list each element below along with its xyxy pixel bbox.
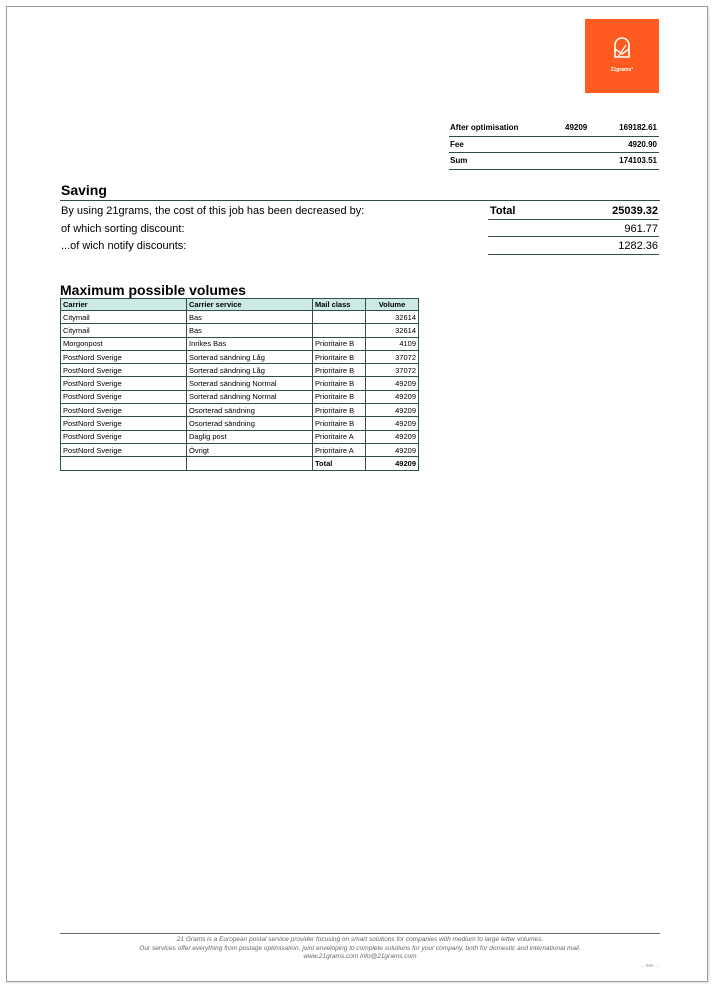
- cell-volume: 32614: [366, 324, 419, 337]
- cell-mail-class: Prioritaire A: [313, 443, 366, 456]
- cell-service: Osorterad sändning: [187, 404, 313, 417]
- notify-discount-label: ...of wich notify discounts:: [61, 240, 187, 252]
- cell-service: Bas: [187, 324, 313, 337]
- cell-service: Sorterad sändning Låg: [187, 364, 313, 377]
- cell-mail-class: [313, 311, 366, 324]
- table-header-row: [61, 299, 419, 311]
- column-header-mail-class: Mail class: [313, 299, 366, 311]
- cell-volume: 49209: [366, 417, 419, 430]
- summary-count: 49209: [565, 123, 588, 132]
- cell-service: Daglig post: [187, 430, 313, 443]
- cell-volume: 49209: [366, 404, 419, 417]
- cell-service: Bas: [187, 311, 313, 324]
- cell-service: Inrikes Bas: [187, 337, 313, 350]
- cell-carrier: Citymail: [61, 311, 187, 324]
- cell-carrier: PostNord Sverige: [61, 364, 187, 377]
- footer-line-1: 21 Grams is a European postal service provider focusing on smart solutions for companies with medium to large letter volumes.: [176, 936, 544, 943]
- cell-service: Osorterad sändning: [187, 417, 313, 430]
- column-header-carrier-service: Carrier service: [187, 299, 313, 311]
- saving-total-value: 25039.32: [612, 205, 658, 217]
- summary-row-fee: [449, 137, 659, 154]
- cell-carrier: PostNord Sverige: [61, 404, 187, 417]
- cell-mail-class: Prioritaire A: [313, 430, 366, 443]
- cell-carrier: Morgonpost: [61, 337, 187, 350]
- table-row: [61, 350, 419, 363]
- cell-volume: 49209: [366, 430, 419, 443]
- volumes-table: [60, 298, 419, 471]
- column-header-volume: Volume: [366, 299, 419, 311]
- divider: [488, 236, 659, 237]
- summary-row-sum: [449, 153, 659, 170]
- cell-empty: [61, 457, 187, 471]
- document-page: [6, 6, 708, 982]
- sorting-discount-label: of which sorting discount:: [61, 223, 185, 235]
- cell-service: Sorterad sändning Normal: [187, 377, 313, 390]
- cell-volume: 49209: [366, 443, 419, 456]
- cell-volume: 49209: [366, 390, 419, 403]
- cell-mail-class: [313, 324, 366, 337]
- envelope-logo-icon: [612, 36, 632, 60]
- cell-mail-class: Prioritaire B: [313, 390, 366, 403]
- footer-line-2: Our services offer everything from postage optimisation, joint enveloping to complete solutions for your company, both for domestic and international mail.: [139, 944, 581, 952]
- total-label: Total: [313, 457, 366, 471]
- cell-volume: 49209: [366, 377, 419, 390]
- divider: [488, 254, 659, 255]
- table-row: [61, 324, 419, 337]
- table-row: [61, 311, 419, 324]
- total-value: 49209: [366, 457, 419, 471]
- summary-row-after-optimisation: [449, 120, 659, 137]
- divider: [488, 219, 659, 220]
- cell-mail-class: Prioritaire B: [313, 364, 366, 377]
- cell-service: Sorterad sändning Normal: [187, 390, 313, 403]
- table-row: [61, 377, 419, 390]
- cell-service: Övrigt: [187, 443, 313, 456]
- column-header-carrier: Carrier: [61, 299, 187, 311]
- summary-value: 4920.90: [628, 139, 657, 149]
- cell-mail-class: Prioritaire B: [313, 350, 366, 363]
- cost-summary-table: [449, 120, 659, 170]
- cell-mail-class: Prioritaire B: [313, 377, 366, 390]
- cell-service: Sorterad sändning Låg: [187, 350, 313, 363]
- page-number: ... 888 ...: [641, 963, 659, 968]
- cell-carrier: PostNord Sverige: [61, 350, 187, 363]
- notify-discount-value: 1282.36: [618, 240, 658, 252]
- cell-carrier: PostNord Sverige: [61, 417, 187, 430]
- brand-logo: [585, 19, 659, 93]
- cell-mail-class: Prioritaire B: [313, 417, 366, 430]
- cell-volume: 37072: [366, 364, 419, 377]
- cell-volume: 4109: [366, 337, 419, 350]
- table-row: [61, 430, 419, 443]
- summary-label: Sum: [450, 156, 468, 165]
- cell-mail-class: Prioritaire B: [313, 404, 366, 417]
- summary-label: After optimisation: [450, 123, 519, 132]
- table-total-row: [61, 457, 419, 471]
- cell-volume: 37072: [366, 350, 419, 363]
- table-row: [61, 443, 419, 456]
- cell-carrier: Citymail: [61, 324, 187, 337]
- footer-divider: [60, 933, 660, 934]
- table-row: [61, 390, 419, 403]
- table-row: [61, 404, 419, 417]
- saving-heading: Saving: [61, 182, 107, 198]
- table-row: [61, 337, 419, 350]
- divider: [60, 200, 660, 201]
- saving-total-label: Total: [490, 205, 516, 217]
- cell-empty: [187, 457, 313, 471]
- cell-carrier: PostNord Sverige: [61, 390, 187, 403]
- footer-line-3: www.21grams.com info@21grams.com: [303, 953, 417, 961]
- cell-carrier: PostNord Sverige: [61, 430, 187, 443]
- max-volumes-heading: Maximum possible volumes: [60, 282, 246, 298]
- table-row: [61, 417, 419, 430]
- summary-label: Fee: [450, 139, 464, 149]
- summary-value: 174103.51: [619, 156, 657, 165]
- cell-carrier: PostNord Sverige: [61, 443, 187, 456]
- cell-mail-class: Prioritaire B: [313, 337, 366, 350]
- footer: [60, 936, 660, 962]
- logo-text: 21grams°: [610, 67, 634, 73]
- cell-carrier: PostNord Sverige: [61, 377, 187, 390]
- table-row: [61, 364, 419, 377]
- saving-description: By using 21grams, the cost of this job has been decreased by:: [61, 205, 365, 217]
- cell-volume: 32614: [366, 311, 419, 324]
- sorting-discount-value: 961.77: [624, 223, 658, 235]
- summary-value: 169182.61: [619, 123, 657, 132]
